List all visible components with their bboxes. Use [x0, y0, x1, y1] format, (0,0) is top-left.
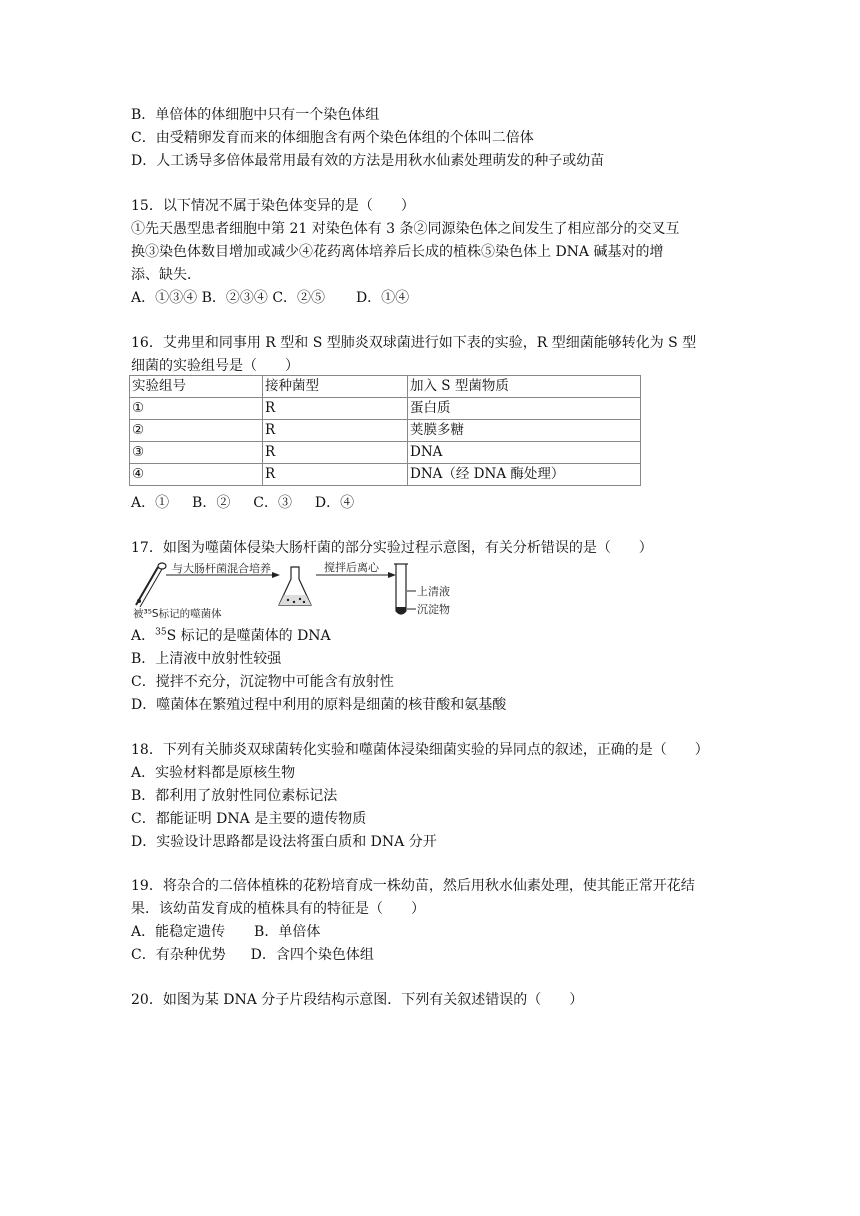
- table-header-cell: 接种菌型: [263, 376, 408, 398]
- option-prefix: A．: [131, 628, 156, 644]
- phage-infection-diagram: [130, 561, 452, 619]
- q18-stem: 18．下列有关肺炎双球菌转化实验和噬菌体浸染细菌实验的异同点的叙述，正确的是（ ）: [131, 742, 709, 758]
- label-sediment: 沉淀物: [417, 603, 450, 616]
- table-cell: ①: [130, 398, 263, 420]
- q15-option-d: D．①④: [355, 290, 410, 306]
- q15-body-line-2: 换③染色体数目增加或减少④花药离体培养后长成的植株⑤染色体上 DNA 碱基对的增: [131, 244, 664, 260]
- q15-option-b: B．②③④: [201, 290, 268, 306]
- q19-options-row-1: [131, 922, 320, 942]
- isotope-superscript: 35: [155, 627, 167, 638]
- q15-option-c: C．②⑤: [272, 290, 326, 306]
- q14-option-b: B．单倍体的体细胞中只有一个染色体组: [131, 107, 380, 123]
- table-header-cell: 实验组号: [130, 376, 263, 398]
- q15-options: [131, 288, 409, 308]
- table-row: [130, 442, 641, 464]
- q16-options: [131, 493, 354, 513]
- q16-stem-line-2: 细菌的实验组号是（ ）: [131, 358, 299, 374]
- q18-option-b: B．都利用了放射性同位素标记法: [131, 788, 338, 804]
- arrow-head: [388, 572, 396, 578]
- label-mix: 与大肠杆菌混合培养: [172, 562, 271, 575]
- label-supernatant: 上清液: [417, 585, 450, 598]
- table-header-cell: 加入 S 型菌物质: [408, 376, 641, 398]
- label-phage: 被³⁵S标记的噬菌体: [133, 608, 222, 619]
- table-cell: DNA: [408, 442, 641, 464]
- q19-option-d: D．含四个染色体组: [250, 947, 374, 963]
- table-cell: DNA（经 DNA 酶处理）: [408, 464, 641, 486]
- arrow-head: [272, 572, 280, 578]
- q19-option-a: A．能稳定遗传: [131, 924, 226, 940]
- q14-option-c: C．由受精卵发育而来的体细胞含有两个染色体组的个体叫二倍体: [131, 130, 534, 146]
- q20-stem: 20．如图为某 DNA 分子片段结构示意图．下列有关叙述错误的（ ）: [131, 992, 584, 1008]
- option-text: S 标记的是噬菌体的 DNA: [166, 628, 331, 644]
- table-cell: ③: [130, 442, 263, 464]
- q17-option-d: D．噬菌体在繁殖过程中利用的原料是细菌的核苷酸和氨基酸: [131, 697, 507, 713]
- q18-option-c: C．都能证明 DNA 是主要的遗传物质: [131, 811, 367, 827]
- table-cell: 蛋白质: [408, 398, 641, 420]
- table-cell: R: [263, 442, 408, 464]
- table-cell: R: [263, 464, 408, 486]
- q16-option-a: A．①: [131, 495, 170, 511]
- table-cell: R: [263, 420, 408, 442]
- q15-stem: 15．以下情况不属于染色体变异的是（ ）: [131, 198, 415, 214]
- q19-stem-line-2: 果．该幼苗发育成的植株具有的特征是（ ）: [131, 901, 425, 917]
- q17-stem: 17．如图为噬菌体侵染大肠杆菌的部分实验过程示意图，有关分析错误的是（ ）: [131, 540, 653, 556]
- table-header-row: [130, 376, 641, 398]
- table-row: [130, 464, 641, 486]
- q19-option-c: C．有杂种优势: [131, 947, 226, 963]
- q16-experiment-table: [129, 375, 641, 486]
- q16-option-b: B．②: [192, 495, 231, 511]
- q17-option-c: C．搅拌不充分，沉淀物中可能含有放射性: [131, 674, 394, 690]
- table-row: [130, 398, 641, 420]
- table-row: [130, 420, 641, 442]
- pipette-icon: [136, 563, 166, 607]
- table-cell: ②: [130, 420, 263, 442]
- q17-option-a: [131, 626, 331, 646]
- label-centrifuge: 搅拌后离心: [324, 561, 379, 574]
- q14-option-d: D．人工诱导多倍体最常用最有效的方法是用秋水仙素处理萌发的种子或幼苗: [131, 153, 605, 169]
- q16-option-c: C．③: [253, 495, 292, 511]
- flask-icon: [279, 567, 311, 605]
- q15-body-line-3: 添、缺失．: [131, 267, 201, 283]
- q16-option-d: D．④: [314, 495, 355, 511]
- q19-stem-line-1: 19．将杂合的二倍体植株的花粉培育成一株幼苗，然后用秋水仙素处理，使其能正常开花结: [131, 878, 695, 894]
- q19-options-row-2: [131, 945, 374, 965]
- table-cell: ④: [130, 464, 263, 486]
- table-cell: 荚膜多糖: [408, 420, 641, 442]
- test-tube-icon: [394, 564, 408, 614]
- q17-option-b: B．上清液中放射性较强: [131, 651, 282, 667]
- q16-stem-line-1: 16．艾弗里和同事用 R 型和 S 型肺炎双球菌进行如下表的实验，R 型细菌能够转化为 S 型: [131, 335, 697, 351]
- q19-option-b: B．单倍体: [254, 924, 321, 940]
- q18-option-a: A．实验材料都是原核生物: [131, 765, 296, 781]
- q15-option-a: A．①③④: [131, 290, 198, 306]
- table-cell: R: [263, 398, 408, 420]
- q15-body-line-1: ①先天愚型患者细胞中第 21 对染色体有 3 条②同源染色体之间发生了相应部分的交叉互: [131, 221, 680, 237]
- q18-option-d: D．实验设计思路都是设法将蛋白质和 DNA 分开: [131, 834, 437, 850]
